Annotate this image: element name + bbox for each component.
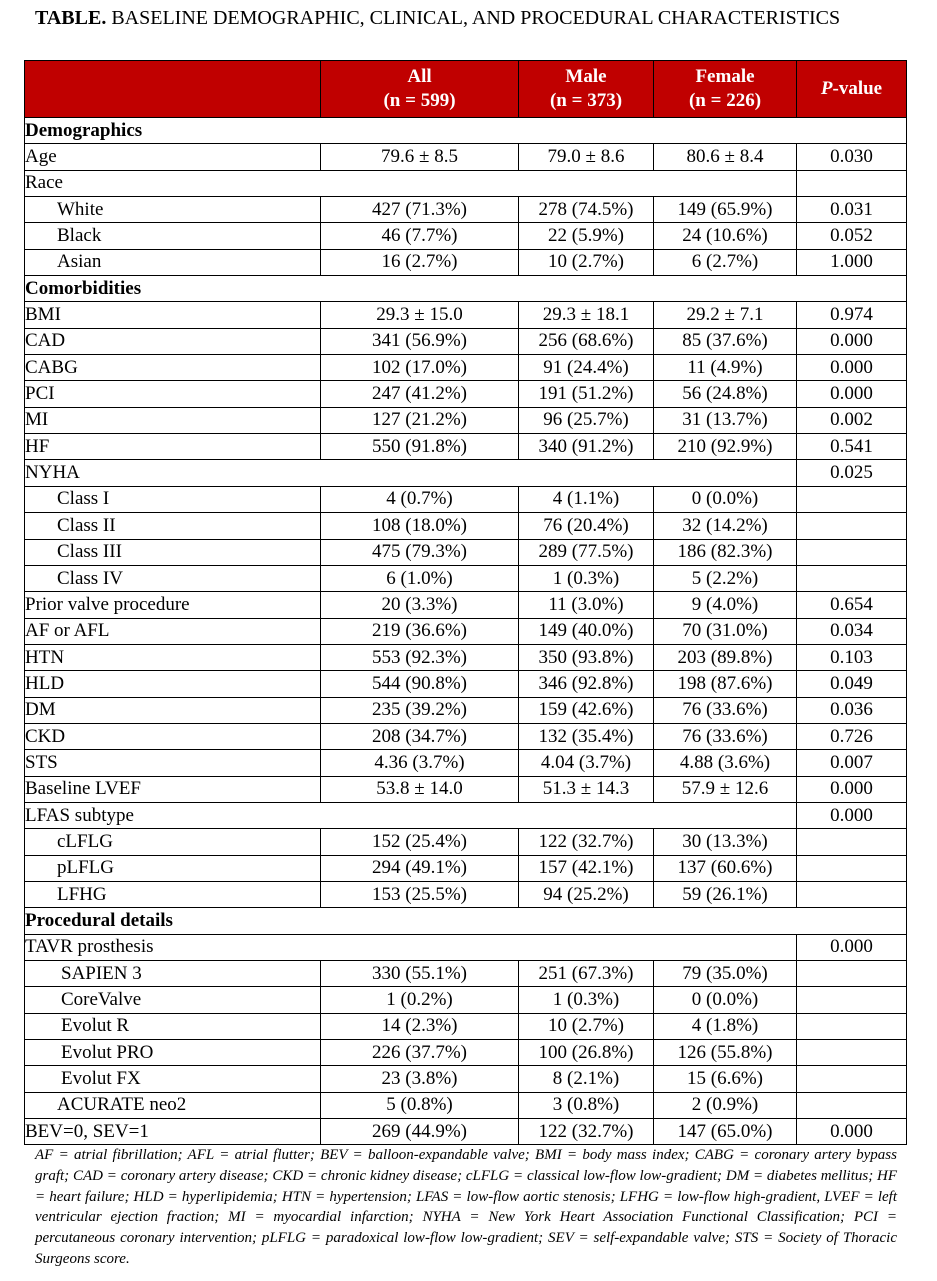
female-cell: 186 (82.3%) [654, 539, 797, 565]
p-value-cell [797, 881, 907, 907]
all-cell: 219 (36.6%) [321, 618, 519, 644]
all-cell: 544 (90.8%) [321, 671, 519, 697]
all-cell: 14 (2.3%) [321, 1013, 519, 1039]
all-cell: 79.6 ± 8.5 [321, 144, 519, 170]
header-blank [25, 61, 321, 118]
table-row [25, 592, 907, 618]
p-value-cell [797, 855, 907, 881]
female-cell: 59 (26.1%) [654, 881, 797, 907]
row-label: Evolut PRO [25, 1040, 321, 1066]
p-value-cell: 0.000 [797, 776, 907, 802]
female-cell: 32 (14.2%) [654, 513, 797, 539]
male-cell: 51.3 ± 14.3 [519, 776, 654, 802]
p-value-cell: 0.030 [797, 144, 907, 170]
table-row [25, 1040, 907, 1066]
male-cell: 340 (91.2%) [519, 434, 654, 460]
all-cell: 53.8 ± 14.0 [321, 776, 519, 802]
male-cell: 122 (32.7%) [519, 829, 654, 855]
table-row [25, 802, 907, 828]
header-female: Female (n = 226) [654, 61, 797, 118]
all-cell: 153 (25.5%) [321, 881, 519, 907]
table-row [25, 434, 907, 460]
header-all: All (n = 599) [321, 61, 519, 118]
male-cell: 3 (0.8%) [519, 1092, 654, 1118]
female-cell: 29.2 ± 7.1 [654, 302, 797, 328]
all-cell: 4 (0.7%) [321, 486, 519, 512]
female-cell: 0 (0.0%) [654, 987, 797, 1013]
p-value-cell [797, 1066, 907, 1092]
row-label: Class II [25, 513, 321, 539]
row-label: Class III [25, 539, 321, 565]
female-cell: 79 (35.0%) [654, 961, 797, 987]
male-cell: 191 (51.2%) [519, 381, 654, 407]
row-label: CoreValve [25, 987, 321, 1013]
male-cell: 289 (77.5%) [519, 539, 654, 565]
all-cell: 5 (0.8%) [321, 1092, 519, 1118]
table-row [25, 460, 907, 486]
row-label: Prior valve procedure [25, 592, 321, 618]
p-value-cell: 0.034 [797, 618, 907, 644]
all-cell: 269 (44.9%) [321, 1119, 519, 1145]
p-value-cell: 0.654 [797, 592, 907, 618]
table-row [25, 328, 907, 354]
p-value-cell: 0.541 [797, 434, 907, 460]
female-cell: 210 (92.9%) [654, 434, 797, 460]
table-row [25, 671, 907, 697]
female-cell: 6 (2.7%) [654, 249, 797, 275]
male-cell: 350 (93.8%) [519, 644, 654, 670]
female-cell: 70 (31.0%) [654, 618, 797, 644]
table-row [25, 881, 907, 907]
p-value-cell: 0.000 [797, 1119, 907, 1145]
table-footnote: AF = atrial fibrillation; AFL = atrial flutter; BEV = balloon-expandable valve; BMI = body mass index; CABG = coronary artery bypass graft; CAD = coronary artery disease; CKD = chronic kidney disease; cLFLG = classical low-flow low-gradient; DM = diabetes mellitus; HF = heart failure; HLD = hyperlipidemia; HTN = hypertension; LFAS = low-flow aortic stenosis; LFHG = low-flow high-gradient, LVEF = left ventricular ejection fraction; MI = myocardial infarction; NYHA = New York Heart Association Functional Classification; PCI = percutaneous coronary intervention; pLFLG = paradoxical low-flow low-gradient; SEV = self-expandable valve; STS = Society of Thoracic Surgeons score. [35, 1147, 897, 1267]
row-label: Baseline LVEF [25, 776, 321, 802]
all-cell: 330 (55.1%) [321, 961, 519, 987]
female-cell: 0 (0.0%) [654, 486, 797, 512]
row-label: TAVR prosthesis [25, 934, 797, 960]
female-cell: 31 (13.7%) [654, 407, 797, 433]
p-value-cell: 0.000 [797, 934, 907, 960]
table-row [25, 934, 907, 960]
table-title-text: BASELINE DEMOGRAPHIC, CLINICAL, AND PROCEDURAL CHARACTERISTICS [106, 7, 841, 29]
female-cell: 76 (33.6%) [654, 697, 797, 723]
male-cell: 159 (42.6%) [519, 697, 654, 723]
p-value-cell: 0.036 [797, 697, 907, 723]
p-value-cell: 0.049 [797, 671, 907, 697]
row-label: HF [25, 434, 321, 460]
male-cell: 8 (2.1%) [519, 1066, 654, 1092]
row-label: MI [25, 407, 321, 433]
row-label: BEV=0, SEV=1 [25, 1119, 321, 1145]
female-cell: 11 (4.9%) [654, 355, 797, 381]
female-cell: 85 (37.6%) [654, 328, 797, 354]
row-label: CABG [25, 355, 321, 381]
row-label: Race [25, 170, 797, 196]
table-row [25, 197, 907, 223]
row-label: Class IV [25, 565, 321, 591]
p-value-cell: 0.103 [797, 644, 907, 670]
header-p-value: P-value [797, 61, 907, 118]
p-value-cell [797, 961, 907, 987]
p-value-cell: 0.726 [797, 723, 907, 749]
all-cell: 550 (91.8%) [321, 434, 519, 460]
row-label: cLFLG [25, 829, 321, 855]
table-row [25, 565, 907, 591]
all-cell: 152 (25.4%) [321, 829, 519, 855]
row-label: BMI [25, 302, 321, 328]
p-value-cell [797, 513, 907, 539]
male-cell: 96 (25.7%) [519, 407, 654, 433]
male-cell: 91 (24.4%) [519, 355, 654, 381]
table-row [25, 987, 907, 1013]
table-row [25, 855, 907, 881]
all-cell: 127 (21.2%) [321, 407, 519, 433]
male-cell: 22 (5.9%) [519, 223, 654, 249]
p-value-cell [797, 1013, 907, 1039]
all-cell: 4.36 (3.7%) [321, 750, 519, 776]
table-row [25, 618, 907, 644]
table-row [25, 118, 907, 144]
table-row [25, 144, 907, 170]
male-cell: 157 (42.1%) [519, 855, 654, 881]
row-label: HTN [25, 644, 321, 670]
table-row [25, 170, 907, 196]
all-cell: 108 (18.0%) [321, 513, 519, 539]
row-label: White [25, 197, 321, 223]
p-value-cell: 0.000 [797, 802, 907, 828]
table-row [25, 539, 907, 565]
female-cell: 80.6 ± 8.4 [654, 144, 797, 170]
all-cell: 226 (37.7%) [321, 1040, 519, 1066]
table-row [25, 1013, 907, 1039]
table-row [25, 697, 907, 723]
male-cell: 10 (2.7%) [519, 249, 654, 275]
table-row [25, 723, 907, 749]
table-row [25, 407, 907, 433]
all-cell: 46 (7.7%) [321, 223, 519, 249]
all-cell: 23 (3.8%) [321, 1066, 519, 1092]
male-cell: 1 (0.3%) [519, 565, 654, 591]
row-label: CAD [25, 328, 321, 354]
p-value-cell [797, 170, 907, 196]
row-label: Evolut FX [25, 1066, 321, 1092]
female-cell: 198 (87.6%) [654, 671, 797, 697]
row-label: PCI [25, 381, 321, 407]
female-cell: 137 (60.6%) [654, 855, 797, 881]
table-row [25, 381, 907, 407]
male-cell: 79.0 ± 8.6 [519, 144, 654, 170]
male-cell: 122 (32.7%) [519, 1119, 654, 1145]
all-cell: 16 (2.7%) [321, 249, 519, 275]
row-label: STS [25, 750, 321, 776]
female-cell: 30 (13.3%) [654, 829, 797, 855]
all-cell: 235 (39.2%) [321, 697, 519, 723]
male-cell: 256 (68.6%) [519, 328, 654, 354]
male-cell: 132 (35.4%) [519, 723, 654, 749]
female-cell: 149 (65.9%) [654, 197, 797, 223]
male-cell: 251 (67.3%) [519, 961, 654, 987]
all-cell: 1 (0.2%) [321, 987, 519, 1013]
row-label: LFAS subtype [25, 802, 797, 828]
table-row [25, 302, 907, 328]
p-value-cell: 0.031 [797, 197, 907, 223]
male-cell: 100 (26.8%) [519, 1040, 654, 1066]
female-cell: 5 (2.2%) [654, 565, 797, 591]
all-cell: 247 (41.2%) [321, 381, 519, 407]
male-cell: 346 (92.8%) [519, 671, 654, 697]
table-header [25, 61, 907, 118]
row-label: LFHG [25, 881, 321, 907]
table-row [25, 223, 907, 249]
female-cell: 15 (6.6%) [654, 1066, 797, 1092]
row-label: AF or AFL [25, 618, 321, 644]
row-label: SAPIEN 3 [25, 961, 321, 987]
p-value-cell: 0.000 [797, 355, 907, 381]
all-cell: 427 (71.3%) [321, 197, 519, 223]
row-label: Black [25, 223, 321, 249]
table-row [25, 1066, 907, 1092]
p-value-cell [797, 829, 907, 855]
table-row [25, 276, 907, 302]
p-value-cell: 1.000 [797, 249, 907, 275]
p-value-cell [797, 486, 907, 512]
all-cell: 341 (56.9%) [321, 328, 519, 354]
male-cell: 4.04 (3.7%) [519, 750, 654, 776]
female-cell: 76 (33.6%) [654, 723, 797, 749]
p-value-cell [797, 539, 907, 565]
table-row [25, 644, 907, 670]
table-title-prefix: TABLE. [35, 7, 107, 29]
all-cell: 6 (1.0%) [321, 565, 519, 591]
row-label: pLFLG [25, 855, 321, 881]
table-row [25, 486, 907, 512]
p-value-cell: 0.052 [797, 223, 907, 249]
table-row [25, 776, 907, 802]
p-value-cell [797, 565, 907, 591]
male-cell: 11 (3.0%) [519, 592, 654, 618]
p-value-cell [797, 1092, 907, 1118]
row-label: Evolut R [25, 1013, 321, 1039]
female-cell: 4.88 (3.6%) [654, 750, 797, 776]
male-cell: 4 (1.1%) [519, 486, 654, 512]
p-value-cell: 0.025 [797, 460, 907, 486]
male-cell: 149 (40.0%) [519, 618, 654, 644]
table-row [25, 249, 907, 275]
header-male: Male (n = 373) [519, 61, 654, 118]
section-heading: Demographics [25, 118, 907, 144]
table-row [25, 750, 907, 776]
female-cell: 24 (10.6%) [654, 223, 797, 249]
male-cell: 278 (74.5%) [519, 197, 654, 223]
table-row [25, 1119, 907, 1145]
characteristics-table [24, 60, 907, 1145]
all-cell: 102 (17.0%) [321, 355, 519, 381]
female-cell: 147 (65.0%) [654, 1119, 797, 1145]
p-value-cell: 0.007 [797, 750, 907, 776]
male-cell: 1 (0.3%) [519, 987, 654, 1013]
p-value-cell: 0.002 [797, 407, 907, 433]
table-row [25, 908, 907, 934]
table-row [25, 829, 907, 855]
table-row [25, 355, 907, 381]
female-cell: 126 (55.8%) [654, 1040, 797, 1066]
table-title [35, 6, 915, 30]
all-cell: 553 (92.3%) [321, 644, 519, 670]
row-label: ACURATE neo2 [25, 1092, 321, 1118]
section-heading: Procedural details [25, 908, 907, 934]
p-value-cell: 0.974 [797, 302, 907, 328]
female-cell: 56 (24.8%) [654, 381, 797, 407]
male-cell: 10 (2.7%) [519, 1013, 654, 1039]
all-cell: 20 (3.3%) [321, 592, 519, 618]
p-value-cell [797, 1040, 907, 1066]
row-label: Age [25, 144, 321, 170]
table-row [25, 961, 907, 987]
female-cell: 57.9 ± 12.6 [654, 776, 797, 802]
table-body [25, 118, 907, 1145]
male-cell: 76 (20.4%) [519, 513, 654, 539]
row-label: CKD [25, 723, 321, 749]
female-cell: 4 (1.8%) [654, 1013, 797, 1039]
all-cell: 475 (79.3%) [321, 539, 519, 565]
row-label: NYHA [25, 460, 797, 486]
p-value-cell [797, 987, 907, 1013]
row-label: Asian [25, 249, 321, 275]
table-row [25, 1092, 907, 1118]
female-cell: 203 (89.8%) [654, 644, 797, 670]
female-cell: 9 (4.0%) [654, 592, 797, 618]
header-row [25, 61, 907, 118]
all-cell: 294 (49.1%) [321, 855, 519, 881]
male-cell: 29.3 ± 18.1 [519, 302, 654, 328]
row-label: Class I [25, 486, 321, 512]
p-value-cell: 0.000 [797, 381, 907, 407]
all-cell: 29.3 ± 15.0 [321, 302, 519, 328]
table-row [25, 513, 907, 539]
row-label: HLD [25, 671, 321, 697]
section-heading: Comorbidities [25, 276, 907, 302]
row-label: DM [25, 697, 321, 723]
female-cell: 2 (0.9%) [654, 1092, 797, 1118]
p-value-cell: 0.000 [797, 328, 907, 354]
all-cell: 208 (34.7%) [321, 723, 519, 749]
male-cell: 94 (25.2%) [519, 881, 654, 907]
